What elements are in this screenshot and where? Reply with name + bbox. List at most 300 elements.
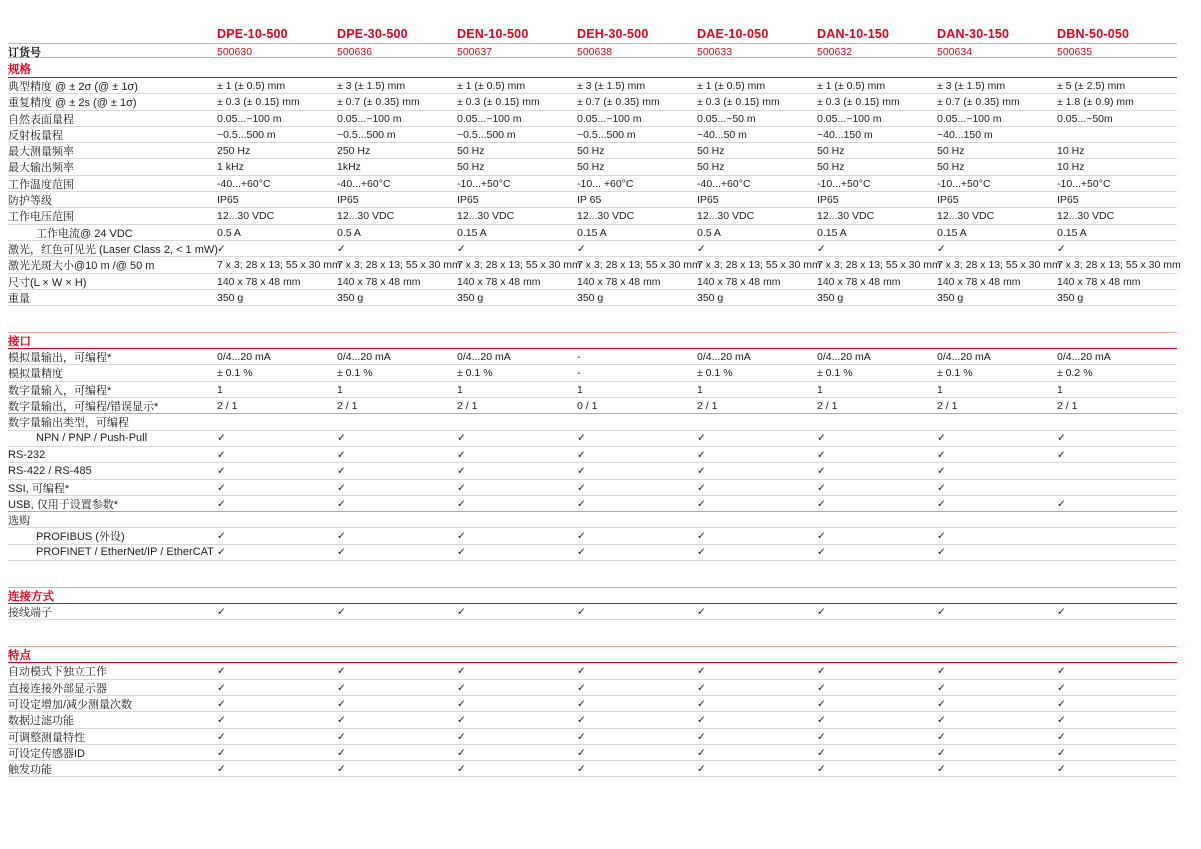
section-header bbox=[8, 587, 1177, 604]
cell-value: ~40...150 m bbox=[937, 128, 993, 141]
row-label: 接线端子 bbox=[8, 607, 52, 620]
check-icon: ✓ bbox=[457, 432, 466, 445]
cell-value: -10...+50°C bbox=[937, 177, 991, 190]
cell-value: 0.15 A bbox=[577, 226, 607, 239]
cell-value: ± 0.7 (± 0.35) mm bbox=[337, 96, 420, 109]
row-label: RS-232 bbox=[8, 448, 46, 461]
check-icon: ✓ bbox=[697, 665, 706, 678]
cell-value: 7 x 3; 28 x 13; 55 x 30 mm bbox=[697, 259, 821, 272]
check-icon: ✓ bbox=[817, 481, 826, 494]
check-icon: ✓ bbox=[217, 546, 226, 559]
order-label: 订货号 bbox=[8, 47, 41, 59]
check-icon: ✓ bbox=[937, 763, 946, 776]
cell-value: 140 x 78 x 48 mm bbox=[1057, 275, 1141, 288]
cell-value: 2 / 1 bbox=[337, 400, 358, 413]
table-row bbox=[8, 398, 1177, 414]
cell-value: 12...30 VDC bbox=[457, 210, 515, 223]
cell-value: 0.15 A bbox=[817, 226, 847, 239]
row-label: 可调整测量特性 bbox=[8, 731, 85, 744]
order-number: 500637 bbox=[457, 46, 493, 58]
row-label: 工作电流@ 24 VDC bbox=[36, 227, 133, 240]
cell-value: ± 0.2 % bbox=[1057, 367, 1093, 380]
check-icon: ✓ bbox=[577, 606, 586, 619]
cell-value: 50 Hz bbox=[937, 145, 965, 158]
table-row bbox=[8, 192, 1177, 208]
check-icon: ✓ bbox=[937, 665, 946, 678]
row-label: 选购 bbox=[8, 515, 30, 528]
order-number-row bbox=[8, 44, 1177, 58]
cell-value: 7 x 3; 28 x 13; 55 x 30 mm bbox=[937, 259, 1061, 272]
cell-value: 1 bbox=[217, 383, 223, 396]
table-row bbox=[8, 431, 1177, 447]
order-number: 500634 bbox=[937, 46, 973, 58]
cell-value: 2 / 1 bbox=[817, 400, 838, 413]
table-row bbox=[8, 257, 1181, 273]
cell-value: IP65 bbox=[697, 194, 719, 207]
cell-value: 10 Hz bbox=[1057, 145, 1085, 158]
cell-value: ~0.5...500 m bbox=[337, 128, 396, 141]
cell-value: 350 g bbox=[217, 291, 244, 304]
cell-value: 0/4...20 mA bbox=[1057, 351, 1111, 364]
cell-value: 140 x 78 x 48 mm bbox=[217, 275, 301, 288]
cell-value: 0.05...~100 m bbox=[337, 112, 402, 125]
check-icon: ✓ bbox=[337, 432, 346, 445]
check-icon: ✓ bbox=[697, 746, 706, 759]
check-icon: ✓ bbox=[937, 681, 946, 694]
cell-value: 50 Hz bbox=[577, 161, 605, 174]
check-icon: ✓ bbox=[457, 697, 466, 710]
cell-value: 140 x 78 x 48 mm bbox=[577, 275, 661, 288]
check-icon: ✓ bbox=[697, 697, 706, 710]
table-row bbox=[8, 290, 1177, 306]
table-row bbox=[8, 208, 1177, 224]
cell-value: 0.15 A bbox=[457, 226, 487, 239]
check-icon: ✓ bbox=[217, 432, 226, 445]
check-icon: ✓ bbox=[697, 546, 706, 559]
check-icon: ✓ bbox=[937, 697, 946, 710]
table-row bbox=[8, 159, 1177, 175]
table-row bbox=[8, 111, 1177, 127]
check-icon: ✓ bbox=[817, 714, 826, 727]
check-icon: ✓ bbox=[697, 714, 706, 727]
cell-value: ± 0.1 % bbox=[217, 367, 253, 380]
cell-value: 0 / 1 bbox=[577, 400, 598, 413]
cell-value: 1 bbox=[937, 383, 943, 396]
check-icon: ✓ bbox=[1057, 432, 1066, 445]
cell-value: 0.05...~100 m bbox=[457, 112, 522, 125]
check-icon: ✓ bbox=[817, 530, 826, 543]
cell-value: 50 Hz bbox=[697, 161, 725, 174]
check-icon: ✓ bbox=[697, 242, 706, 255]
row-label: 激光光斑大小@10 m /@ 50 m bbox=[8, 260, 155, 273]
row-label: 工作电压范围 bbox=[8, 211, 74, 224]
cell-value: 0.05...~50 m bbox=[697, 112, 756, 125]
cell-value: 250 Hz bbox=[217, 145, 251, 158]
cell-value: 1 bbox=[817, 383, 823, 396]
cell-value: ± 1 (± 0.5) mm bbox=[817, 80, 886, 92]
cell-value: 50 Hz bbox=[697, 145, 725, 158]
cell-value: 0/4...20 mA bbox=[337, 351, 391, 364]
check-icon: ✓ bbox=[817, 432, 826, 445]
cell-value: 0.5 A bbox=[697, 226, 721, 239]
cell-value: 2 / 1 bbox=[457, 400, 478, 413]
cell-value: 1 bbox=[337, 383, 343, 396]
check-icon: ✓ bbox=[697, 448, 706, 461]
check-icon: ✓ bbox=[1057, 746, 1066, 759]
cell-value: 2 / 1 bbox=[217, 400, 238, 413]
check-icon: ✓ bbox=[217, 481, 226, 494]
row-label: 数字量输入，可编程* bbox=[8, 384, 112, 397]
order-number: 500638 bbox=[577, 46, 613, 58]
check-icon: ✓ bbox=[217, 746, 226, 759]
cell-value: 0.05...~100 m bbox=[817, 112, 882, 125]
cell-value: ± 0.3 (± 0.15) mm bbox=[457, 96, 540, 109]
cell-value: -10...+50°C bbox=[817, 177, 871, 190]
cell-value: IP 65 bbox=[577, 194, 602, 207]
table-row bbox=[8, 225, 1177, 241]
cell-value: ± 1.8 (± 0.9) mm bbox=[1057, 96, 1134, 109]
cell-value: 7 x 3; 28 x 13; 55 x 30 mm bbox=[337, 259, 461, 272]
row-label: 模拟量输出，可编程* bbox=[8, 352, 112, 365]
cell-value: 50 Hz bbox=[457, 145, 485, 158]
check-icon: ✓ bbox=[697, 481, 706, 494]
cell-value: 50 Hz bbox=[817, 145, 845, 158]
cell-value: 140 x 78 x 48 mm bbox=[697, 275, 781, 288]
check-icon: ✓ bbox=[337, 665, 346, 678]
check-icon: ✓ bbox=[457, 665, 466, 678]
check-icon: ✓ bbox=[817, 448, 826, 461]
check-icon: ✓ bbox=[1057, 697, 1066, 710]
model-name: DBN-50-050 bbox=[1057, 26, 1130, 41]
order-number: 500632 bbox=[817, 46, 853, 58]
check-icon: ✓ bbox=[817, 464, 826, 477]
check-icon: ✓ bbox=[1057, 763, 1066, 776]
row-label: 激光，红色可见光 (Laser Class 2, < 1 mW) bbox=[8, 243, 218, 256]
check-icon: ✓ bbox=[577, 530, 586, 543]
table-row bbox=[8, 241, 1177, 257]
cell-value: 1 bbox=[697, 383, 703, 396]
table-row bbox=[8, 480, 1177, 496]
table-row bbox=[8, 604, 1177, 620]
check-icon: ✓ bbox=[817, 606, 826, 619]
cell-value: -10... +60°C bbox=[577, 177, 634, 190]
row-label: PROFIBUS (外设) bbox=[36, 531, 125, 544]
cell-value: ± 0.3 (± 0.15) mm bbox=[217, 96, 300, 109]
check-icon: ✓ bbox=[577, 665, 586, 678]
row-label: 反射板量程 bbox=[8, 129, 63, 142]
check-icon: ✓ bbox=[337, 530, 346, 543]
cell-value: -40...+60°C bbox=[217, 177, 271, 190]
row-label: PROFINET / EtherNet/IP / EtherCAT bbox=[36, 546, 214, 559]
check-icon: ✓ bbox=[337, 448, 346, 461]
check-icon: ✓ bbox=[217, 763, 226, 776]
table-row bbox=[8, 127, 1177, 143]
check-icon: ✓ bbox=[577, 448, 586, 461]
cell-value: ± 3 (± 1.5) mm bbox=[577, 80, 646, 92]
cell-value: ± 1 (± 0.5) mm bbox=[217, 80, 286, 92]
cell-value: ± 0.1 % bbox=[937, 367, 973, 380]
check-icon: ✓ bbox=[1057, 681, 1066, 694]
check-icon: ✓ bbox=[577, 464, 586, 477]
section-title: 规格 bbox=[8, 64, 31, 76]
check-icon: ✓ bbox=[337, 763, 346, 776]
section-title: 特点 bbox=[8, 649, 31, 662]
check-icon: ✓ bbox=[457, 242, 466, 255]
order-number: 500635 bbox=[1057, 46, 1093, 58]
cell-value: 7 x 3; 28 x 13; 55 x 30 mm bbox=[217, 259, 341, 272]
row-label: 工作温度范围 bbox=[8, 178, 74, 191]
check-icon: ✓ bbox=[217, 448, 226, 461]
cell-value: 0.05...~100 m bbox=[577, 112, 642, 125]
check-icon: ✓ bbox=[697, 464, 706, 477]
cell-value: 0.05...~50m bbox=[1057, 112, 1113, 125]
check-icon: ✓ bbox=[697, 730, 706, 743]
table-row bbox=[8, 143, 1177, 159]
cell-value: 7 x 3; 28 x 13; 55 x 30 mm bbox=[577, 259, 701, 272]
row-label: 数据过滤功能 bbox=[8, 715, 74, 728]
check-icon: ✓ bbox=[817, 665, 826, 678]
cell-value: ± 0.1 % bbox=[697, 367, 733, 380]
model-name: DAE-10-050 bbox=[697, 26, 769, 41]
check-icon: ✓ bbox=[1057, 497, 1066, 510]
row-label: 自动模式下独立工作 bbox=[8, 666, 107, 679]
check-icon: ✓ bbox=[577, 497, 586, 510]
cell-value: 1 bbox=[457, 383, 463, 396]
table-row bbox=[8, 496, 1177, 512]
row-label: 最大输出频率 bbox=[8, 162, 74, 175]
row-label: 重量 bbox=[8, 292, 30, 305]
spec-comparison-table bbox=[8, 24, 1181, 777]
check-icon: ✓ bbox=[937, 432, 946, 445]
model-name: DPE-10-500 bbox=[217, 26, 288, 41]
cell-value: ~0.5...500 m bbox=[577, 128, 636, 141]
row-label: 典型精度 @ ± 2σ (@ ± 1σ) bbox=[8, 81, 138, 93]
cell-value: 0/4...20 mA bbox=[817, 351, 871, 364]
section-title: 连接方式 bbox=[8, 590, 54, 603]
check-icon: ✓ bbox=[697, 681, 706, 694]
order-number: 500633 bbox=[697, 46, 733, 58]
section-3 bbox=[8, 646, 1177, 777]
cell-value: 7 x 3; 28 x 13; 55 x 30 mm bbox=[457, 259, 581, 272]
model-name: DPE-30-500 bbox=[337, 26, 408, 41]
cell-value: 7 x 3; 28 x 13; 55 x 30 mm bbox=[1057, 259, 1181, 272]
order-number: 500636 bbox=[337, 46, 373, 58]
cell-value: 0.15 A bbox=[1057, 226, 1087, 239]
check-icon: ✓ bbox=[217, 681, 226, 694]
table-row bbox=[8, 663, 1177, 679]
check-icon: ✓ bbox=[217, 530, 226, 543]
cell-value: 140 x 78 x 48 mm bbox=[457, 275, 541, 288]
cell-value: 350 g bbox=[937, 291, 964, 304]
cell-value: 50 Hz bbox=[457, 161, 485, 174]
row-label: 直接连接外部显示器 bbox=[8, 682, 107, 695]
check-icon: ✓ bbox=[217, 606, 226, 619]
check-icon: ✓ bbox=[937, 242, 946, 255]
check-icon: ✓ bbox=[697, 497, 706, 510]
cell-value: ± 0.7 (± 0.35) mm bbox=[577, 96, 660, 109]
check-icon: ✓ bbox=[817, 697, 826, 710]
cell-value: 12...30 VDC bbox=[937, 210, 995, 223]
table-row bbox=[8, 349, 1177, 365]
cell-value: 1kHz bbox=[337, 161, 361, 174]
row-label: 数字量输出，可编程/错误显示* bbox=[8, 401, 159, 414]
check-icon: ✓ bbox=[577, 432, 586, 445]
table-row bbox=[8, 761, 1177, 777]
check-icon: ✓ bbox=[577, 242, 586, 255]
cell-value: ± 0.1 % bbox=[457, 367, 493, 380]
cell-value: 50 Hz bbox=[937, 161, 965, 174]
check-icon: ✓ bbox=[937, 606, 946, 619]
cell-value: 12...30 VDC bbox=[577, 210, 635, 223]
cell-value: 0.5 A bbox=[337, 226, 361, 239]
cell-value: 140 x 78 x 48 mm bbox=[337, 275, 421, 288]
row-label: 触发功能 bbox=[8, 764, 52, 777]
cell-value: ± 0.3 (± 0.15) mm bbox=[817, 96, 900, 109]
model-name: DAN-10-150 bbox=[817, 26, 890, 41]
check-icon: ✓ bbox=[577, 697, 586, 710]
check-icon: ✓ bbox=[817, 763, 826, 776]
table-row bbox=[8, 365, 1177, 381]
table-row bbox=[8, 463, 1177, 479]
check-icon: ✓ bbox=[457, 606, 466, 619]
cell-value: ± 1 (± 0.5) mm bbox=[697, 80, 766, 92]
table-row bbox=[8, 78, 1177, 94]
table-row bbox=[8, 696, 1177, 712]
check-icon: ✓ bbox=[337, 714, 346, 727]
check-icon: ✓ bbox=[577, 763, 586, 776]
check-icon: ✓ bbox=[457, 464, 466, 477]
cell-value: 12...30 VDC bbox=[217, 210, 275, 223]
cell-value: 0.05...~100 m bbox=[217, 112, 282, 125]
cell-value: 2 / 1 bbox=[1057, 400, 1078, 413]
row-label: 重复精度 @ ± 2s (@ ± 1σ) bbox=[8, 97, 137, 110]
cell-value: IP65 bbox=[217, 194, 239, 207]
section-2 bbox=[8, 587, 1177, 620]
check-icon: ✓ bbox=[937, 746, 946, 759]
cell-value: 10 Hz bbox=[1057, 161, 1085, 174]
check-icon: ✓ bbox=[1057, 448, 1066, 461]
check-icon: ✓ bbox=[1057, 714, 1066, 727]
check-icon: ✓ bbox=[337, 681, 346, 694]
check-icon: ✓ bbox=[817, 497, 826, 510]
check-icon: ✓ bbox=[337, 697, 346, 710]
check-icon: ✓ bbox=[817, 746, 826, 759]
cell-value: 0.5 A bbox=[217, 226, 241, 239]
cell-value: 0.05...~100 m bbox=[937, 112, 1002, 125]
check-icon: ✓ bbox=[217, 464, 226, 477]
cell-value: 2 / 1 bbox=[937, 400, 958, 413]
check-icon: ✓ bbox=[457, 530, 466, 543]
cell-value: IP65 bbox=[457, 194, 479, 207]
check-icon: ✓ bbox=[337, 497, 346, 510]
check-icon: ✓ bbox=[337, 481, 346, 494]
model-name: DAN-30-150 bbox=[937, 26, 1010, 41]
check-icon: ✓ bbox=[1057, 665, 1066, 678]
cell-value: ± 0.1 % bbox=[817, 367, 853, 380]
cell-value: 50 Hz bbox=[817, 161, 845, 174]
check-icon: ✓ bbox=[457, 681, 466, 694]
row-label: 数字量输出类型，可编程 bbox=[8, 417, 129, 430]
check-icon: ✓ bbox=[217, 697, 226, 710]
section-1 bbox=[8, 332, 1177, 561]
check-icon: ✓ bbox=[1057, 606, 1066, 619]
section-header bbox=[8, 61, 1177, 78]
check-icon: ✓ bbox=[937, 530, 946, 543]
check-icon: ✓ bbox=[937, 448, 946, 461]
cell-value: ± 0.1 % bbox=[337, 367, 373, 380]
check-icon: ✓ bbox=[217, 665, 226, 678]
check-icon: ✓ bbox=[217, 497, 226, 510]
cell-value: 12...30 VDC bbox=[1057, 210, 1115, 223]
cell-value: ± 3 (± 1.5) mm bbox=[337, 80, 406, 92]
model-name: DEN-10-500 bbox=[457, 26, 529, 41]
check-icon: ✓ bbox=[577, 546, 586, 559]
cell-value: -40...+60°C bbox=[337, 177, 391, 190]
check-icon: ✓ bbox=[697, 763, 706, 776]
table-row bbox=[8, 712, 1177, 728]
check-icon: ✓ bbox=[337, 730, 346, 743]
table-subhead-row bbox=[8, 414, 1177, 430]
section-header bbox=[8, 646, 1177, 663]
cell-value: 350 g bbox=[577, 291, 604, 304]
check-icon: ✓ bbox=[217, 730, 226, 743]
table-row bbox=[8, 745, 1177, 761]
cell-value: -10...+50°C bbox=[457, 177, 511, 190]
cell-value: ± 0.7 (± 0.35) mm bbox=[937, 96, 1020, 109]
model-name: DEH-30-500 bbox=[577, 26, 649, 41]
table-row bbox=[8, 382, 1177, 398]
check-icon: ✓ bbox=[457, 448, 466, 461]
cell-value: ± 0.3 (± 0.15) mm bbox=[697, 96, 780, 109]
row-label: USB, 仅用于设置参数* bbox=[8, 498, 119, 511]
row-label: RS-422 / RS-485 bbox=[8, 464, 92, 477]
cell-value: 350 g bbox=[817, 291, 844, 304]
section-0 bbox=[8, 61, 1181, 306]
check-icon: ✓ bbox=[577, 730, 586, 743]
row-label: 防护等级 bbox=[8, 195, 52, 208]
check-icon: ✓ bbox=[337, 464, 346, 477]
cell-value: 1 kHz bbox=[217, 161, 244, 174]
table-row bbox=[8, 447, 1177, 463]
cell-value: 12...30 VDC bbox=[337, 210, 395, 223]
cell-value: ~0.5...500 m bbox=[457, 128, 516, 141]
cell-value: 350 g bbox=[1057, 291, 1084, 304]
row-label: NPN / PNP / Push-Pull bbox=[36, 432, 148, 445]
cell-value: ~40...150 m bbox=[817, 128, 873, 141]
check-icon: ✓ bbox=[337, 242, 346, 255]
cell-value: 350 g bbox=[457, 291, 484, 304]
cell-value: 12...30 VDC bbox=[697, 210, 755, 223]
cell-value: 0.15 A bbox=[937, 226, 967, 239]
check-icon: ✓ bbox=[457, 481, 466, 494]
cell-value: 2 / 1 bbox=[697, 400, 718, 413]
table-subhead-row bbox=[8, 512, 1177, 528]
check-icon: ✓ bbox=[817, 546, 826, 559]
cell-value: -40...+60°C bbox=[697, 177, 751, 190]
cell-value: IP65 bbox=[1057, 194, 1079, 207]
row-label: 模拟量精度 bbox=[8, 368, 63, 381]
check-icon: ✓ bbox=[457, 714, 466, 727]
check-icon: ✓ bbox=[457, 497, 466, 510]
check-icon: ✓ bbox=[457, 746, 466, 759]
check-icon: ✓ bbox=[1057, 730, 1066, 743]
model-header-row bbox=[8, 24, 1177, 44]
cell-value: ± 1 (± 0.5) mm bbox=[457, 80, 526, 92]
cell-value: 350 g bbox=[337, 291, 364, 304]
order-number: 500630 bbox=[217, 46, 253, 58]
cell-value: ~40...50 m bbox=[697, 128, 747, 141]
cell-value: ± 5 (± 2.5) mm bbox=[1057, 80, 1126, 92]
